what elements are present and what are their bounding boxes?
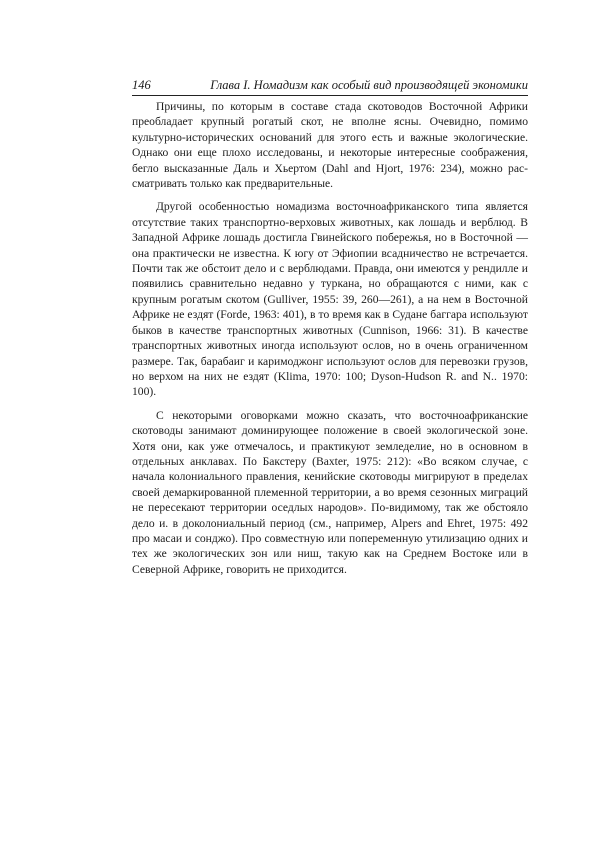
running-title: Глава I. Номадизм как особый вид производящей экономики bbox=[210, 78, 528, 92]
paragraph: С некоторыми оговорками можно сказать, что восточноафриканские скотоводы занимают доминирующее положение в своей экологической зоне. Хотя они, как уже отмечалось, и практикуют земледелие, но в основном в отдельных анклавах. По Бакстеру (Baxter, 1975: 212): «Во всяком случае, с начала колониального правления, кенийские скотоводы мигрируют в пределах своей демаркированной племенной территории, а во время сезонных миграций не пересекают территории оседлых народов». По-видимому, так же обстояло дело и. в доколониальный период (см., например, Alpers and Ehret, 1975: 492 про масаи и сонджо). Про совместную или попеременную утилизацию одних и тех же экологических зон или ниш, такую как на Среднем Востоке или в Северной Африке, говорить не приходится. bbox=[132, 408, 528, 576]
page-number: 146 bbox=[132, 78, 151, 92]
header-rule bbox=[132, 95, 528, 96]
running-header bbox=[132, 77, 528, 93]
paragraph: Другой особенностью номадизма восточноафриканского типа является отсутствие таких транспортно-верховых животных, как лошадь и верблюд. В Западной Африке лошадь достигла Гвинейского побережья, но в Восточной — она практически не известна. К югу от Эфиопии всадничество не встречается. Почти так же обстоит дело и с верблюдами. Правда, они имеются у рендилле и появились сравнительно недавно у туркана, но обращаются с ними, как с крупным рогатым скотом (Gulliver, 1955: 39, 260—261), а на нем в Восточной Африке не ездят (Forde, 1963: 401), в то время как в Судане баггара используют быков в качестве транспортных животных (Cunnison, 1966: 31). В качестве транспортных животных иногда используют ослов, но в очень ограниченном размере. Так, барабаиг и каримоджонг используют ослов для перевозки грузов, но верхом на них не ездят (Klima, 1970: 100; Dyson-Hudson R. and N.. 1970: 100). bbox=[132, 200, 528, 399]
body-text bbox=[132, 99, 528, 585]
paragraph: Причины, по которым в составе стада скотоводов Восточной Африки преобладает крупный рогатый скот, не вполне ясны. Очевидно, помимо культурно-исторических оснований для этого есть и важные экологические. Однако они еще плохо исследованы, и некоторые интересные соображения, бегло высказанные Даль и Хьертом (Dahl and Hjort, 1976: 234), можно рассматривать только как предварительные. bbox=[132, 100, 528, 191]
